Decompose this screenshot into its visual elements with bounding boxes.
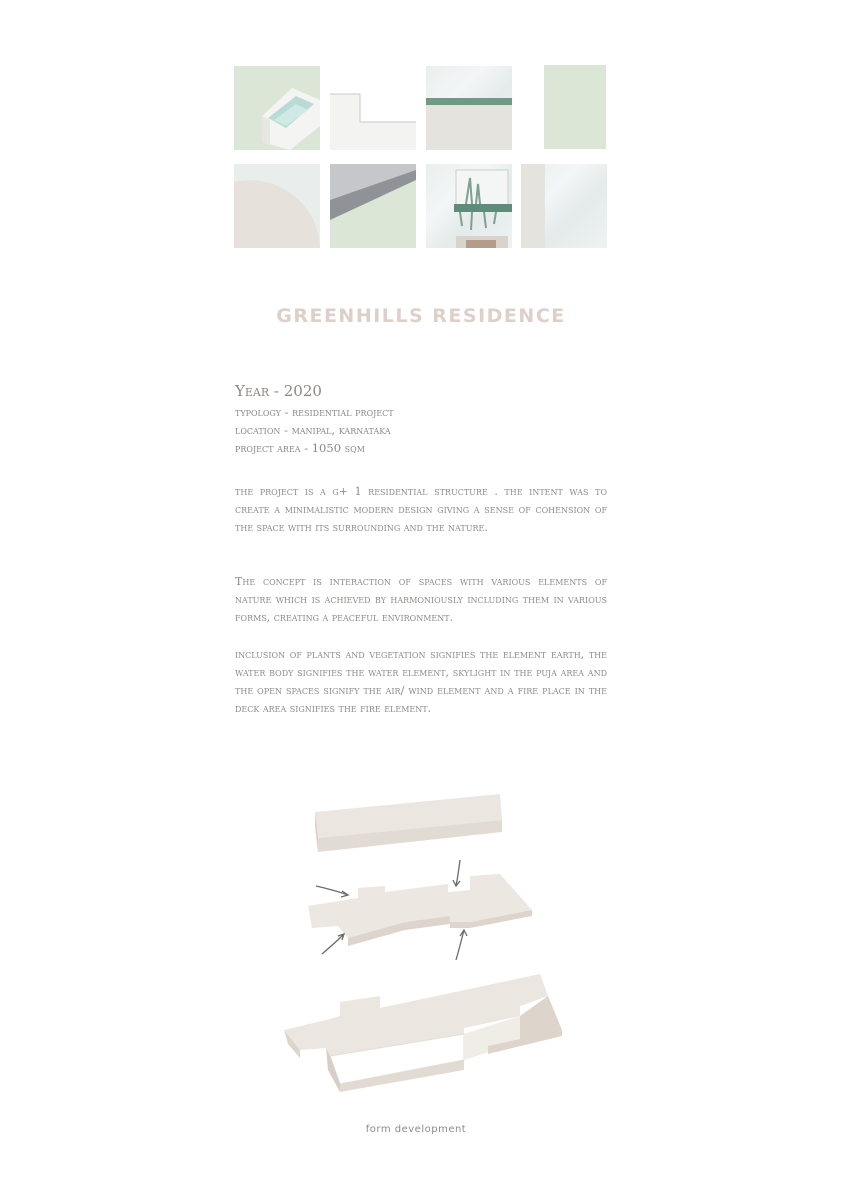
ground-block (284, 974, 562, 1092)
project-details (235, 382, 615, 457)
moodboard-tile-wall (521, 164, 607, 248)
roof-slab (315, 794, 502, 852)
moodboard-tile-arc (234, 164, 320, 248)
description-paragraph-1: the project is a g+ 1 residential structure . the intent was to create a minimalistic modern design giving a sense of cohension of the space with its surrounding and the nature. (235, 485, 607, 534)
description-paragraph-2: The concept is interaction of spaces with various elements of nature which is achieved by harmoniously including them in various forms, creating a peaceful environment. (235, 575, 607, 624)
diagram-caption: form development (365, 1124, 467, 1135)
project-year: Year - 2020 (235, 382, 322, 400)
page-title: GREENHILLS RESIDENCE (276, 305, 566, 327)
project-location: location - manipal, karnataka (235, 423, 391, 437)
moodboard-tile-profile (330, 66, 416, 150)
description-paragraph-3: inclusion of plants and vegetation signifies the element earth, the water body signifies the water element, skylight in the puja area and the open spaces signify the air/ wind element and a fire place in the deck area signifies the fire element. (235, 648, 607, 715)
moodboard-tile-planter (426, 164, 512, 248)
moodboard-tile-stone-band (426, 66, 512, 150)
moodboard-tile-sofa (234, 66, 320, 150)
project-typology: typology - residential project (235, 405, 394, 419)
form-development-diagram (270, 780, 580, 1100)
project-area: project area - 1050 sqm (235, 441, 365, 455)
moodboard-tile-sage (544, 65, 606, 149)
moodboard-tile-beam (330, 164, 416, 248)
